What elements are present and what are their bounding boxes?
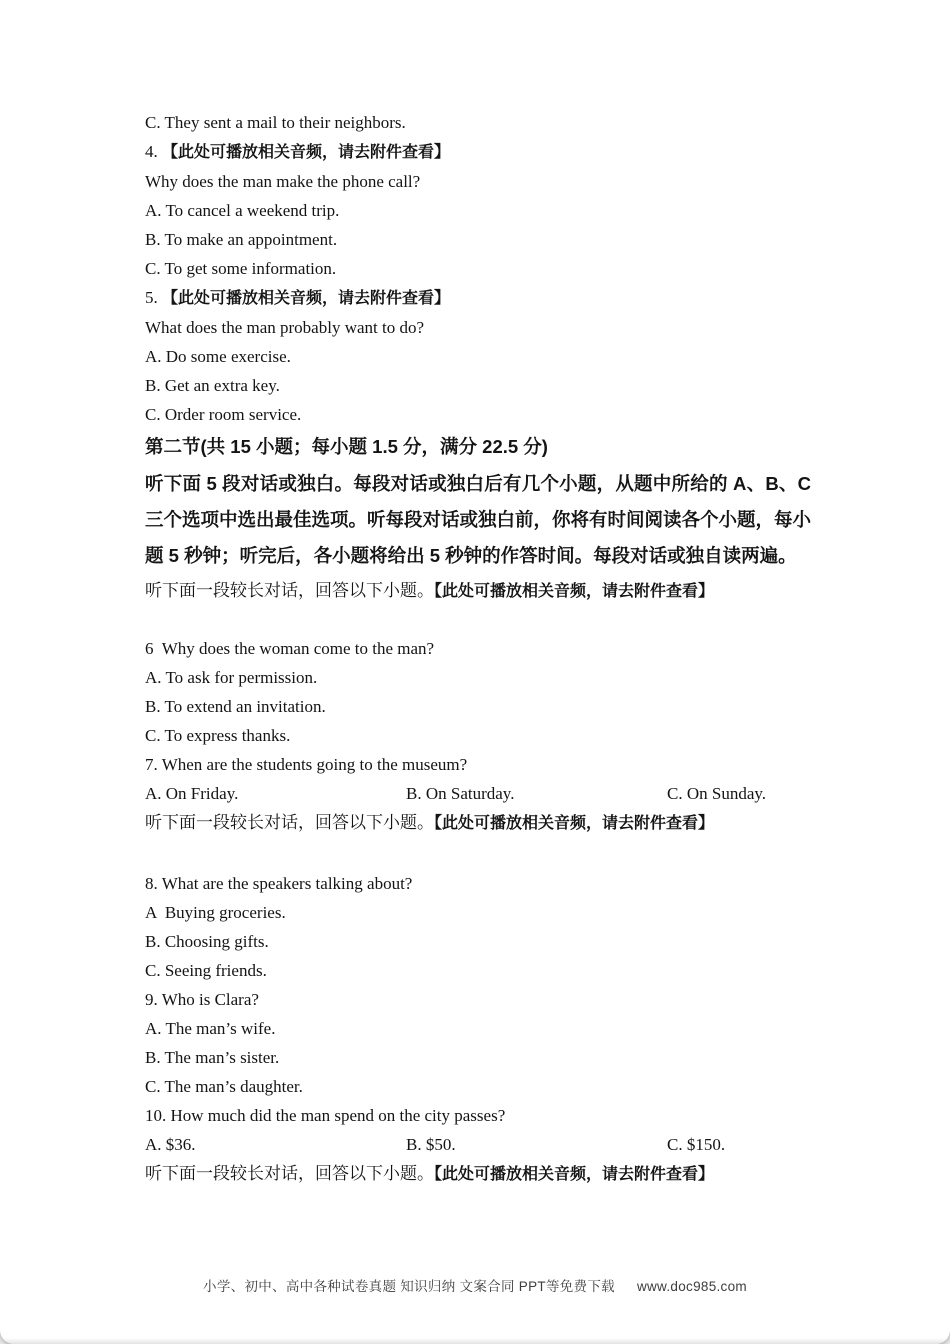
answer-line	[145, 663, 811, 692]
question-line	[145, 1101, 811, 1130]
text-segment: 10. How much did the man spend on the city passes?	[145, 1106, 506, 1125]
audio-line	[145, 137, 811, 167]
text-segment: C. To express thanks.	[145, 726, 291, 745]
answer-line	[145, 1014, 811, 1043]
question-line	[145, 869, 811, 898]
footer-url-link[interactable]: www.doc985.com	[636, 1279, 747, 1294]
text-segment: A. To cancel a weekend trip.	[145, 201, 340, 220]
text-segment: C. Order room service.	[145, 405, 302, 424]
answer-line	[145, 721, 811, 750]
answer-line	[145, 956, 811, 985]
text-segment: B. Get an extra key.	[145, 376, 280, 395]
answer-line	[145, 898, 811, 927]
audio-placeholder: 【此处可播放相关音频，请去附件查看】	[434, 583, 715, 600]
listen-instruction	[145, 1159, 811, 1189]
text-segment: C. They sent a mail to their neighbors.	[145, 113, 406, 132]
answer-line	[145, 371, 811, 400]
text-segment: A Buying groceries.	[145, 903, 286, 922]
answer-line	[145, 927, 811, 956]
audio-placeholder: 【此处可播放相关音频，请去附件查看】	[434, 1166, 715, 1183]
question-line	[145, 750, 811, 779]
spacer	[145, 838, 811, 869]
audio-placeholder: 【此处可播放相关音频，请去附件查看】	[162, 290, 451, 307]
text-segment: 听下面一段较长对话，回答以下小题。	[145, 581, 434, 600]
text-segment: B. To make an appointment.	[145, 230, 338, 249]
audio-placeholder: 【此处可播放相关音频，请去附件查看】	[162, 144, 451, 161]
text-segment: 5.	[145, 288, 162, 307]
text-segment: 听下面 5 段对话或独白。每段对话或独白后有几个小题，从题中所给的 A、B、C 三个选项中选出最佳选项。听每段对话或独白前，你将有时间阅读各个小题，每小题 5 秒钟；听完后，各小题将给出 5 秒钟的作答时间。每段对话或独自读两遍。	[145, 473, 817, 566]
answer-line	[145, 108, 811, 137]
text-segment: Why does the man make the phone call?	[145, 172, 421, 191]
question-line	[145, 985, 811, 1014]
text-segment: C. To get some information.	[145, 259, 337, 278]
answer-line	[145, 342, 811, 371]
listen-instruction	[145, 576, 811, 606]
text-segment: 8. What are the speakers talking about?	[145, 874, 413, 893]
answer-line	[145, 1072, 811, 1101]
page-bottom-edge	[0, 1338, 950, 1344]
option-cell: B. $50.	[406, 1135, 456, 1154]
instructions-paragraph	[145, 465, 817, 576]
audio-placeholder: 【此处可播放相关音频，请去附件查看】	[434, 815, 715, 832]
page-footer	[0, 1275, 950, 1295]
text-segment: B. The man’s sister.	[145, 1048, 280, 1067]
question-line	[145, 313, 811, 342]
answer-line	[145, 692, 811, 721]
listen-instruction	[145, 808, 811, 838]
text-segment: A. The man’s wife.	[145, 1019, 276, 1038]
answer-line	[145, 196, 811, 225]
options-row	[145, 1130, 811, 1159]
option-cell: A. On Friday.	[145, 784, 239, 803]
option-cell: C. $150.	[667, 1135, 726, 1154]
answer-line	[145, 254, 811, 283]
text-segment: B. To extend an invitation.	[145, 697, 326, 716]
text-segment: What does the man probably want to do?	[145, 318, 425, 337]
text-segment: 7. When are the students going to the museum?	[145, 755, 468, 774]
text-segment: 6 Why does the woman come to the man?	[145, 639, 435, 658]
text-segment: 9. Who is Clara?	[145, 990, 259, 1009]
text-segment: C. Seeing friends.	[145, 961, 267, 980]
answer-line	[145, 225, 811, 254]
question-line	[145, 167, 811, 196]
document-body	[145, 108, 817, 1189]
question-line	[145, 634, 811, 663]
text-segment: A. Do some exercise.	[145, 347, 291, 366]
text-segment: C. The man’s daughter.	[145, 1077, 303, 1096]
option-cell: B. On Saturday.	[406, 784, 515, 803]
footer-services-text: 小学、初中、高中各种试卷真题 知识归纳 文案合同 PPT等免费下载	[203, 1279, 615, 1294]
text-segment: 听下面一段较长对话，回答以下小题。	[145, 813, 434, 832]
text-segment: 第二节(共 15 小题；每小题 1.5 分，满分 22.5 分)	[145, 436, 548, 457]
section-heading	[145, 429, 811, 465]
text-segment: 听下面一段较长对话，回答以下小题。	[145, 1164, 434, 1183]
text-segment: A. To ask for permission.	[145, 668, 318, 687]
text-segment: 4.	[145, 142, 162, 161]
answer-line	[145, 400, 811, 429]
text-segment: B. Choosing gifts.	[145, 932, 269, 951]
audio-line	[145, 283, 811, 313]
option-cell: C. On Sunday.	[667, 784, 767, 803]
answer-line	[145, 1043, 811, 1072]
spacer	[145, 606, 811, 634]
option-cell: A. $36.	[145, 1135, 196, 1154]
options-row	[145, 779, 811, 808]
